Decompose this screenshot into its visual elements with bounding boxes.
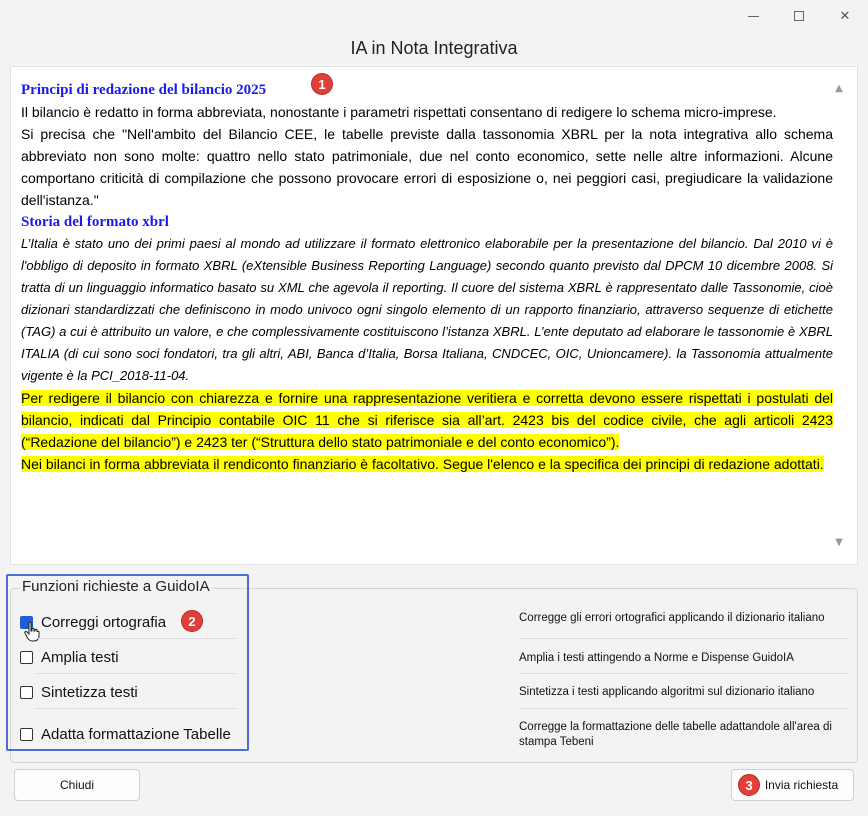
option-label: Correggi ortografia: [41, 613, 167, 631]
description-divider: [519, 638, 849, 639]
hand-cursor-icon: [24, 622, 40, 642]
checkbox-adatta-formattazione[interactable]: [20, 728, 33, 741]
option-description: Corregge gli errori ortografici applicando il dizionario italiano: [519, 612, 825, 624]
description-divider: [519, 708, 849, 709]
option-label: Adatta formattazione Tabelle: [41, 725, 231, 743]
close-button[interactable]: Chiudi: [14, 769, 140, 801]
section-heading-principi: Principi di redazione del bilancio 2025: [21, 82, 267, 98]
option-label: Amplia testi: [41, 648, 119, 666]
scroll-up-arrow-icon[interactable]: ▲: [835, 83, 843, 94]
minimize-icon: [748, 16, 759, 17]
option-divider: [36, 638, 236, 639]
option-description: Amplia i testi attingendo a Norme e Dispense GuidoIA: [519, 652, 794, 664]
title-bar: [0, 0, 868, 32]
checkbox-amplia-testi[interactable]: [20, 651, 33, 664]
highlighted-paragraph-rendiconto: Nei bilanci in forma abbreviata il rendiconto finanziario è facoltativo. Segue l'elenco e la specifica dei principi di redazione adottati.: [21, 456, 824, 472]
maximize-icon: [794, 11, 804, 21]
highlighted-paragraph-postulati: Per redigere il bilancio con chiarezza e fornire una rappresentazione veritiera e corretta devono essere rispettati i postulati del bilancio, indicati dal Principio contabile OIC 11 che si riferisce sia all’art. 2423 bis del codice civile, che agli articoli 2423 (“Redazione del bilancio”) e 2423 ter (“Struttura dello stato patrimoniale e del conto economico”).: [21, 390, 833, 450]
checkbox-sintetizza-testi[interactable]: [20, 686, 33, 699]
step-badge-1: 1: [311, 73, 333, 95]
option-correggi-ortografia[interactable]: [20, 608, 166, 636]
send-request-label: Invia richiesta: [764, 778, 839, 792]
option-label: Sintetizza testi: [41, 683, 138, 701]
close-icon: ✕: [839, 8, 851, 24]
maximize-button[interactable]: [776, 0, 822, 32]
functions-group-title: Funzioni richieste a GuidoIA: [22, 578, 210, 595]
minimize-button[interactable]: [730, 0, 776, 32]
option-adatta-formattazione[interactable]: [20, 720, 231, 748]
option-divider: [36, 673, 236, 674]
description-divider: [519, 673, 849, 674]
option-divider: [36, 708, 236, 709]
scroll-down-arrow-icon[interactable]: ▼: [835, 537, 843, 548]
step-badge-2: 2: [181, 610, 203, 632]
step-badge-3: 3: [738, 774, 760, 796]
option-amplia-testi[interactable]: [20, 643, 119, 671]
close-window-button[interactable]: [822, 0, 868, 32]
rich-text-editor[interactable]: [10, 66, 858, 565]
editor-content: [21, 79, 833, 475]
paragraph-storia-xbrl: L’Italia è stato uno dei primi paesi al mondo ad utilizzare il formato elettronico elaborabile per la presentazione del bilancio. Dal 2010 vi è l'obbligo di deposito in formato XBRL (eXtensible Business Reporting Language) secondo quanto previsto dal DPCM 10 dicembre 2008. Si tratta di un linguaggio informatico basato su XML che agevola il reporting. Il cuore del sistema XBRL è rappresentato dalle Tassonomie, cioè dizionari standardizzati che definiscono in modo univoco ogni singolo elemento di un rapporto finanziario, attraverso sequenze di etichette (TAG) a cui è attribuito un valore, e che complessivamente costituiscono l’istanza XBRL. L’ente deputato ad elaborare le tassonomie è XBRL ITALIA (di cui sono soci fondatori, tra gli altri, ABI, Banca d’Italia, Borsa Italiana, CNDCEC, OIC, Unioncamere). la Tassonomia attualmente vigente è la PCI_2018-11-04.: [21, 236, 833, 383]
paragraph-forma-abbreviata: Il bilancio è redatto in forma abbreviata, nonostante i parametri rispettati consentano di redigere lo schema micro-imprese.: [21, 104, 777, 120]
page-title: IA in Nota Integrativa: [350, 38, 518, 58]
section-heading-storia: Storia del formato xbrl: [21, 214, 169, 230]
option-sintetizza-testi[interactable]: [20, 678, 138, 706]
option-description: Sintetizza i testi applicando algoritmi sul dizionario italiano: [519, 686, 815, 698]
paragraph-tassonomia: Si precisa che "Nell'ambito del Bilancio CEE, le tabelle previste dalla tassonomia XBRL per la nota integrativa allo schema abbreviato non sono molte: quattro nello stato patrimoniale, due nel conto economico, sette nelle altre informazioni. Alcune comportano criticità di compilazione che possono provocare errori di esposizione o, nei peggiori casi, pregiudicare la validazione dell'istanza.": [21, 126, 833, 208]
option-description: Corregge la formattazione delle tabelle adattandole all'area di stampa Tebeni: [519, 721, 832, 748]
